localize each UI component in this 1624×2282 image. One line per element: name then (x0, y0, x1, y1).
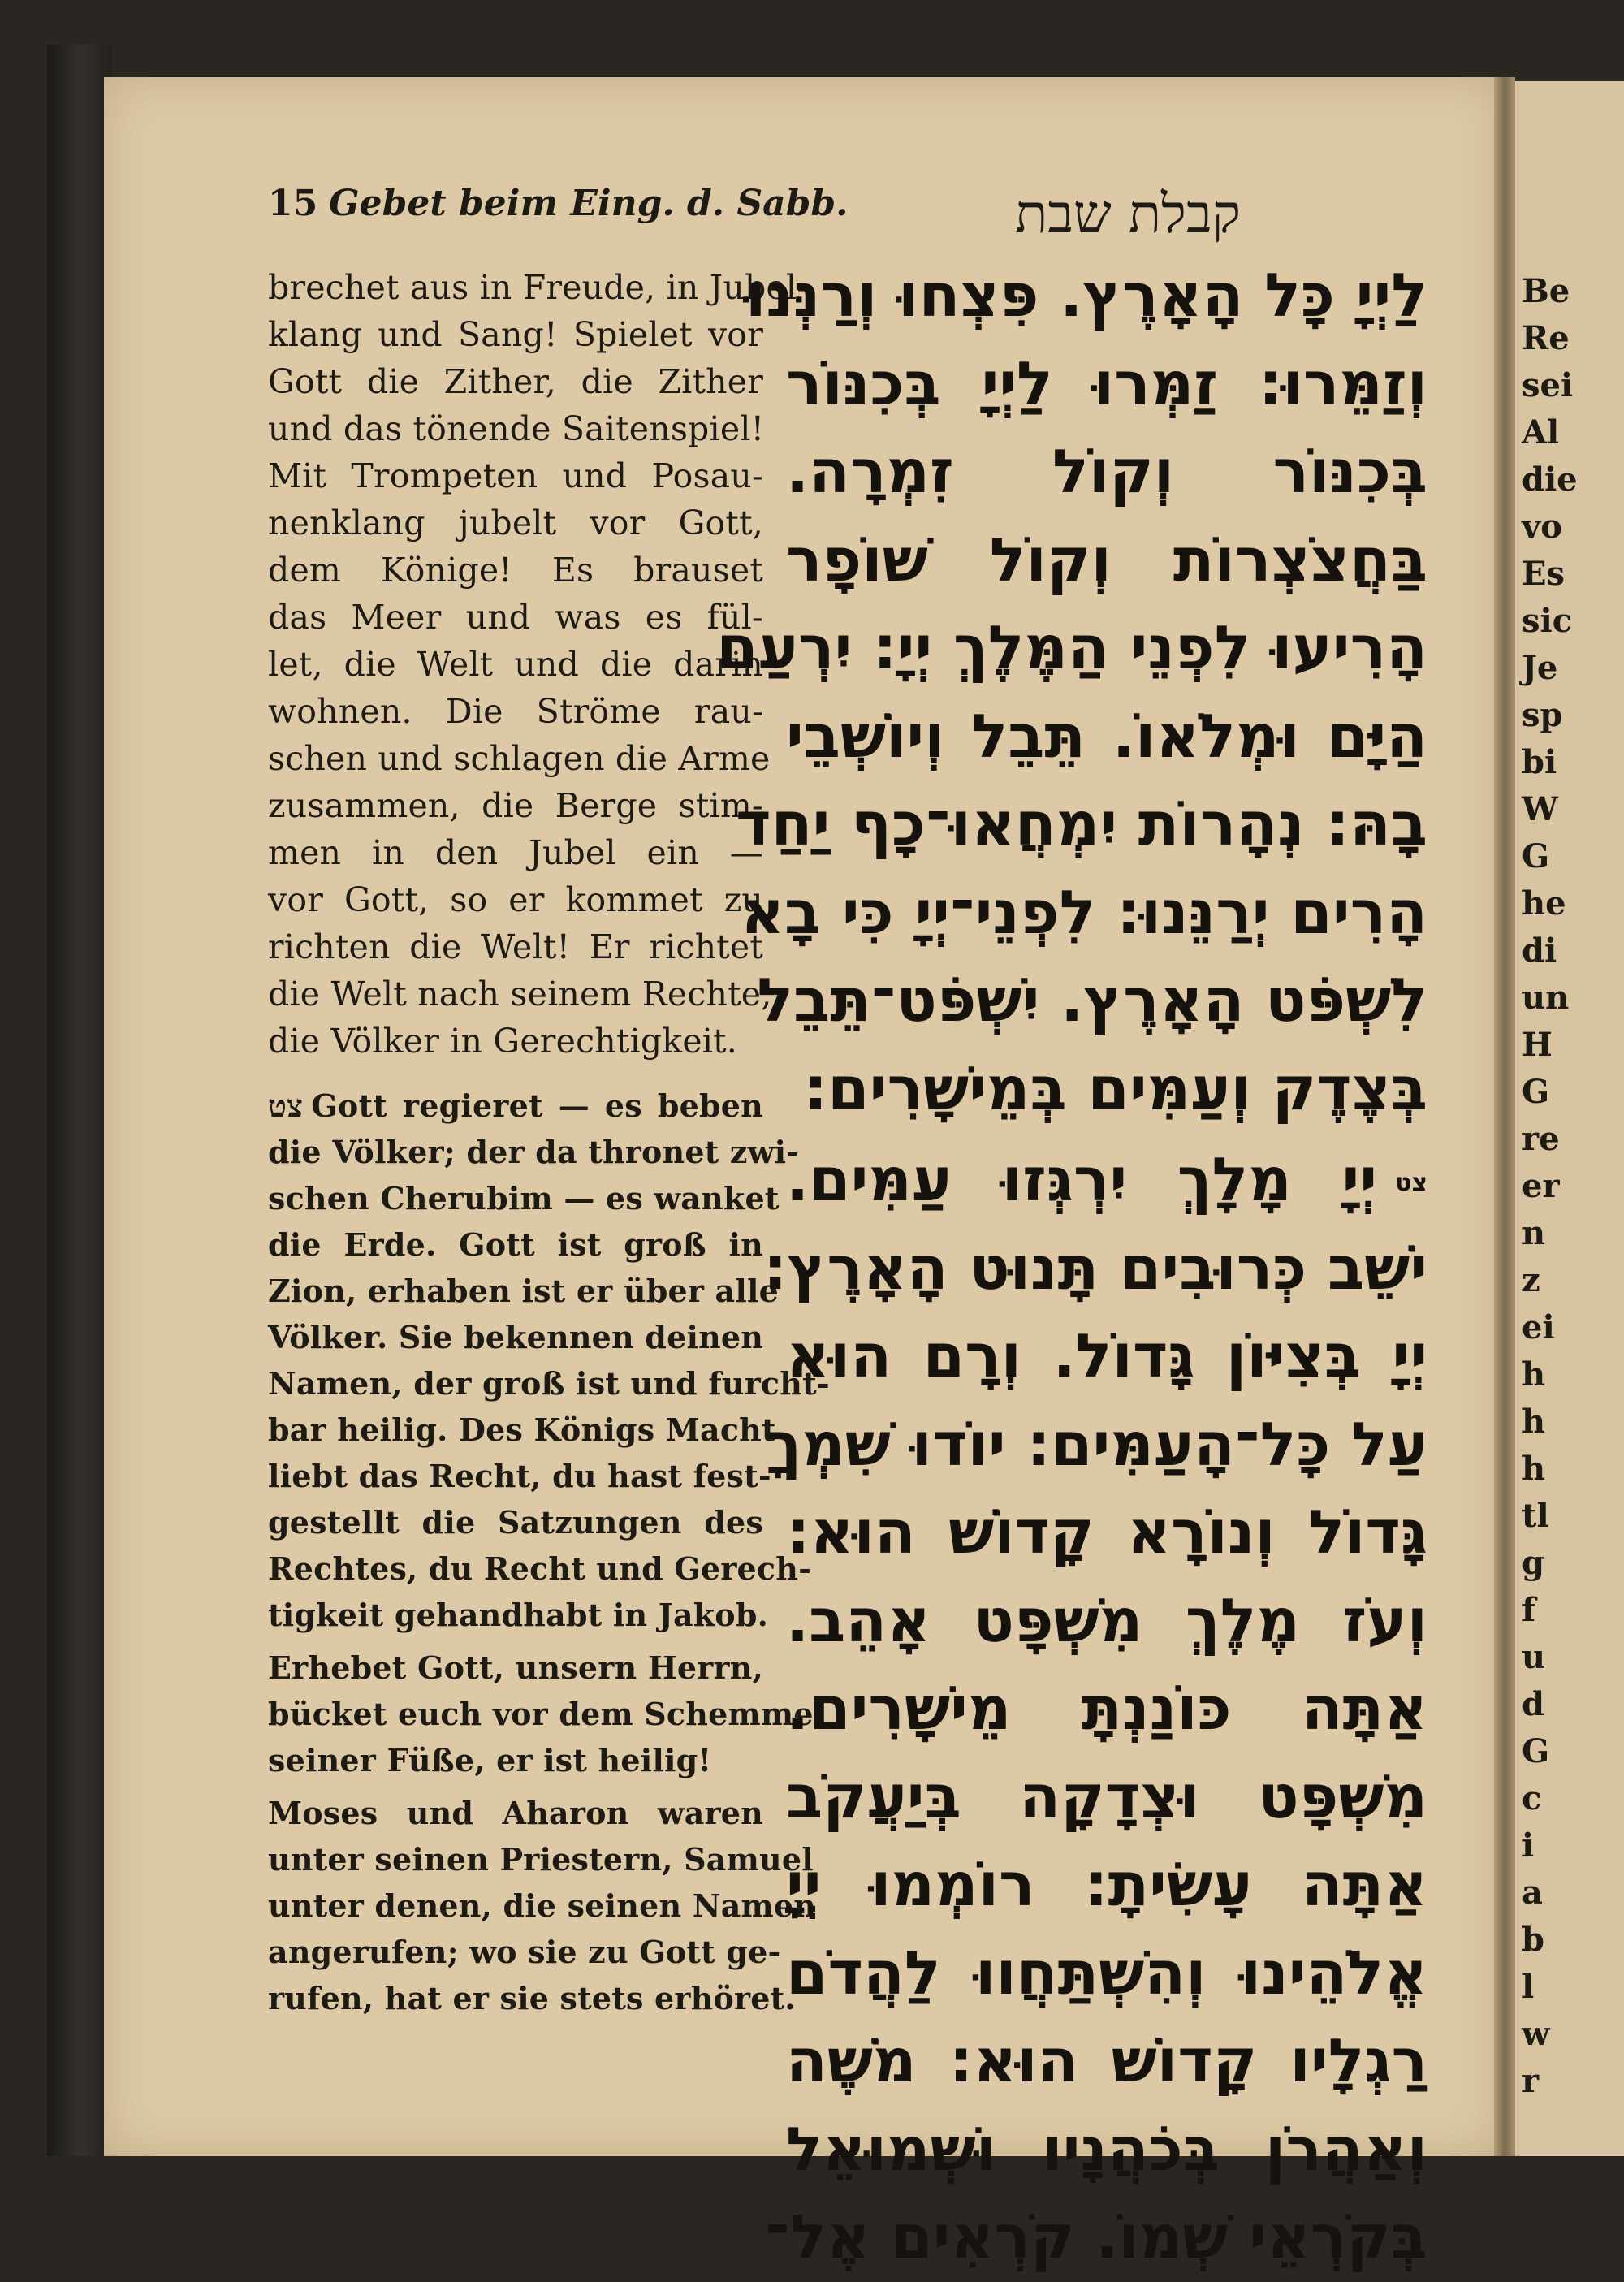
facing-page-fragment-line: h (1522, 1355, 1546, 1394)
facing-page-fragment-line: bi (1522, 743, 1557, 781)
facing-page-fragment-line: c (1522, 1779, 1542, 1817)
german-line: Namen, der groß ist und furcht- (268, 1365, 830, 1402)
hebrew-line: אַתָּה כּוֹנַנְתָּ מֵישָׁרִים. (786, 1674, 1427, 1744)
facing-page-fragment-line: un (1522, 979, 1570, 1017)
facing-page-fragment-line: r (1522, 2062, 1540, 2100)
german-line: unter denen, die seinen Namen (268, 1887, 817, 1924)
german-line: rufen, hat er sie stets erhöret. (268, 1980, 796, 2016)
hebrew-line: יְיָ בְּצִיּוֹן גָּדוֹל. וְרָם הוּא (786, 1321, 1427, 1391)
facing-page-fragment-line: w (1522, 2015, 1550, 2053)
page-gutter (1494, 77, 1515, 2156)
german-line: klang und Sang! Spielet vor (268, 315, 763, 354)
facing-page-fragment-line: sei (1522, 366, 1574, 404)
facing-page-fragment-line: Re (1522, 319, 1570, 357)
german-text: Gott regieret — es beben (311, 1087, 763, 1124)
german-line: Moses und Aharon waren (268, 1795, 763, 1831)
german-line: let, die Welt und die darin (268, 645, 763, 684)
german-line: seiner Füße, er ist heilig! (268, 1742, 712, 1778)
hebrew-line: גָּדוֹל וְנוֹרָא קָדוֹשׁ הוּא: (786, 1498, 1427, 1567)
facing-page-fragment-line: h (1522, 1450, 1546, 1488)
facing-page-fragment-line: G (1522, 1732, 1550, 1770)
facing-page-fragment-line: sp (1522, 696, 1563, 734)
hebrew-line: לַיְיָ כָּל הָאָרֶץ. פִּצְחוּ וְרַנְּנוּ (745, 261, 1427, 331)
german-line: brechet aus in Freude, in Jubel- (268, 268, 809, 307)
german-line: die Völker in Gerechtigkeit. (268, 1022, 737, 1061)
facing-page-fragment-line: Al (1522, 413, 1560, 452)
german-line: und das tönende Saitenspiel! (268, 409, 765, 448)
facing-page-fragment-line: he (1522, 884, 1566, 923)
hebrew-line: בַּחֲצֹצְרוֹת וְקוֹל שׁוֹפָר (786, 525, 1427, 595)
hebrew-text: יְיָ מָלָךְ יִרְגְּזוּ עַמִּים. (786, 1145, 1378, 1215)
german-line: Mit Trompeten und Posau- (268, 456, 763, 495)
psalm-number: צט (1395, 1169, 1427, 1198)
german-line: Völker. Sie bekennen deinen (268, 1319, 764, 1355)
hebrew-line: וְאַהֲרֹן בְּכֹהֲנָיו וּשְׁמוּאֵל (786, 2114, 1427, 2185)
facing-page-fragment-line: Be (1522, 272, 1570, 310)
german-paragraph-4 (268, 1790, 817, 2021)
german-line: bücket euch vor dem Schemmel (268, 1696, 826, 1732)
german-line: zusammen, die Berge stim- (268, 786, 763, 825)
facing-page-fragment-line: i (1522, 1826, 1535, 1865)
german-line: dem Könige! Es brauset (268, 551, 763, 590)
facing-page-fragment-line: W (1522, 790, 1558, 828)
facing-page-fragment-line: H (1522, 1026, 1553, 1064)
german-translation-column (268, 264, 830, 2021)
hebrew-line (786, 1136, 1427, 1225)
facing-page-fragment-line: Je (1522, 649, 1558, 687)
german-line: bar heilig. Des Königs Macht (268, 1411, 776, 1448)
german-line: richten die Welt! Er richtet (268, 927, 763, 966)
german-line: nenklang jubelt vor Gott, (268, 504, 763, 542)
hebrew-line: בְּקֹרְאֵי שְׁמוֹ. קֹרְאִים אֶל־ (765, 2202, 1427, 2272)
german-line: das Meer und was es fül- (268, 598, 763, 637)
hebrew-paragraph-1 (716, 252, 1427, 1133)
hebrew-line: עַל כָּל־הָעַמִּים: יוֹדוּ שִׁמְךָ (767, 1409, 1427, 1480)
facing-page-fragment-line: re (1522, 1120, 1560, 1158)
facing-page-fragment-line: z (1522, 1261, 1540, 1299)
hebrew-line: יֹשֵׁב כְּרוּבִים תָּנוּט הָאָרֶץ: (762, 1233, 1427, 1303)
german-line: die Erde. Gott ist groß in (268, 1226, 763, 1263)
facing-page-fragment-line: a (1522, 1874, 1543, 1912)
german-line: Zion, erhaben ist er über alle (268, 1273, 779, 1309)
german-paragraph-1 (268, 264, 809, 1065)
german-line: angerufen; wo sie zu Gott ge- (268, 1934, 781, 1970)
facing-page-fragment-line: b (1522, 1921, 1544, 1959)
facing-page-fragment-line: G (1522, 1073, 1550, 1111)
facing-page-fragment-line: er (1522, 1167, 1560, 1205)
facing-page-fragment-line: l (1522, 1968, 1535, 2006)
facing-page-fragment-line: n (1522, 1214, 1546, 1252)
german-line (268, 1083, 763, 1129)
german-line: schen Cherubim — es wanket (268, 1180, 780, 1217)
hebrew-line: וְעֹז מֶלֶךְ מִשְׁפָּט אָהֵב. (786, 1585, 1427, 1656)
german-line: vor Gott, so er kommet zu (268, 880, 763, 919)
hebrew-text-column (716, 252, 1427, 2282)
german-line: gestellt die Satzungen des (268, 1504, 763, 1541)
facing-page-fragment-line: ei (1522, 1308, 1555, 1346)
facing-page-fragment-line: sic (1522, 602, 1573, 640)
german-paragraph-2 (268, 1083, 830, 1638)
hebrew-line: מִשְׁפָּט וּצְדָקָה בְּיַעֲקֹב (786, 1761, 1427, 1832)
hebrew-line: הַיָּם וּמְלֹאוֹ. תֵּבֵל וְיוֹשְׁבֵי (786, 701, 1427, 771)
german-line: men in den Jubel ein — (268, 833, 763, 872)
hebrew-line: בָהּ: נְהָרוֹת יִמְחֲאוּ־כָף יַחַד (736, 789, 1427, 859)
facing-page-fragment-line: vo (1522, 508, 1562, 546)
facing-page-fragment-line: Es (1522, 555, 1566, 593)
hebrew-paragraph-2 (762, 1136, 1427, 2282)
facing-page-fragment-line: g (1522, 1544, 1544, 1582)
facing-page-fragment-line: tl (1522, 1497, 1549, 1535)
german-line: die Völker; der da thronet zwi- (268, 1134, 800, 1170)
facing-page-fragment-line: f (1522, 1591, 1536, 1629)
hebrew-line: הָרִיעוּ לִפְנֵי הַמֶּלֶךְ יְיָ: יִרְעַם (716, 613, 1427, 683)
facing-page-fragment-line: h (1522, 1402, 1546, 1441)
german-line: Gott die Zither, die Zither (268, 362, 763, 401)
german-paragraph-3 (268, 1645, 826, 1783)
facing-page-fragment-line: u (1522, 1638, 1546, 1676)
german-line: wohnen. Die Ströme rau- (268, 692, 763, 731)
running-title-german: Gebet beim Eing. d. Sabb. (329, 183, 849, 224)
german-line: unter seinen Priestern, Samuel (268, 1841, 814, 1878)
facing-page-fragment-line: di (1522, 931, 1557, 970)
german-line: die Welt nach seinem Rechte, (268, 975, 772, 1014)
book-cover-edge (47, 45, 112, 2213)
hebrew-line: וְזַמֵּרוּ: זַמְּרוּ לַיְיָ בְּכִנּוֹר (786, 348, 1427, 419)
facing-page-fragment-line: d (1522, 1685, 1544, 1723)
hebrew-line: אֱלֹהֵינוּ וְהִשְׁתַּחֲווּ לַהֲדֹם (786, 1938, 1427, 2008)
german-line: Rechtes, du Recht und Gerech- (268, 1550, 812, 1587)
facing-page-fragment-line: die (1522, 460, 1578, 499)
german-line: tigkeit gehandhabt in Jakob. (268, 1597, 769, 1633)
german-line: liebt das Recht, du hast fest- (268, 1458, 771, 1494)
hebrew-line: בְּצֶדֶק וְעַמִּים בְּמֵישָׁרִים: (803, 1053, 1427, 1124)
running-title-hebrew: קבלת שבת (1015, 183, 1242, 245)
hebrew-line: בְּכִנּוֹר וְקוֹל זִמְרָה. (786, 437, 1427, 507)
page-number: 15 (268, 183, 318, 224)
facing-page-fragment (1515, 81, 1624, 2156)
psalm-marker: צט (268, 1087, 304, 1124)
hebrew-line: אַתָּה עָשִׂיתָ: רוֹמְמוּ יְיָ (786, 1850, 1427, 1920)
german-line: schen und schlagen die Arme (268, 739, 771, 778)
hebrew-line: לִשְׁפֹּט הָאָרֶץ. יִשְׁפֹּט־תֵּבֵל (757, 966, 1427, 1035)
hebrew-line: הָרִים יְרַנֵּנוּ: לִפְנֵי־יְיָ כִּי בָא (741, 877, 1427, 948)
german-line: Erhebet Gott, unsern Herrn, (268, 1649, 763, 1686)
facing-page-fragment-line: G (1522, 837, 1550, 875)
hebrew-line: רַגְלָיו קָדוֹשׁ הוּא: מֹשֶׁה (786, 2026, 1427, 2096)
